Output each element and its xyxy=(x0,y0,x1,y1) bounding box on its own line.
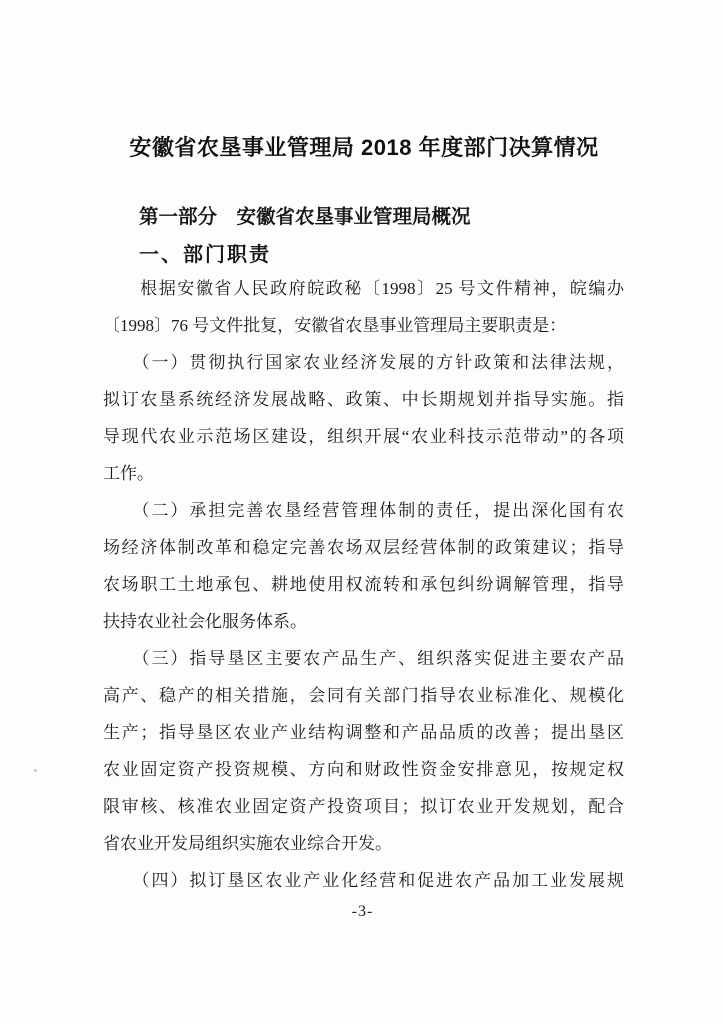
scan-speck-artifact xyxy=(34,769,37,772)
body-line: 场经济体制改革和稳定完善农场双层经营体制的政策建议；指导 xyxy=(103,538,624,557)
page-number: -3- xyxy=(351,903,374,920)
document-title: 安徽省农垦事业管理局 2018 年度部门决算情况 xyxy=(129,135,599,160)
body-line: 根据安徽省人民政府皖政秘〔1998〕25 号文件精神，皖编办 xyxy=(103,279,624,298)
body-line: 〔1998〕76 号文件批复，安徽省农垦事业管理局主要职责是： xyxy=(103,316,567,335)
body-line: （三）指导垦区主要农产品生产、组织落实促进主要农产品 xyxy=(103,649,624,668)
document-body xyxy=(103,270,624,899)
body-line: （四）拟订垦区农业产业化经营和促进农产品加工业发展规 xyxy=(103,871,624,890)
body-line: （二）承担完善农垦经营管理体制的责任，提出深化国有农 xyxy=(103,501,624,520)
body-line: 省农业开发局组织实施农业综合开发。 xyxy=(103,834,392,853)
body-line: 农场职工土地承包、耕地使用权流转和承包纠纷调解管理，指导 xyxy=(103,575,624,594)
body-line: 工作。 xyxy=(103,464,154,483)
section-heading-part-one: 第一部分 安徽省农垦事业管理局概况 xyxy=(139,206,471,228)
body-line: 拟订农垦系统经济发展战略、政策、中长期规划并指导实施。指 xyxy=(103,390,624,409)
body-line: 生产；指导垦区农业产业结构调整和产品品质的改善；提出垦区 xyxy=(103,723,624,742)
body-line: 限审核、核准农业固定资产投资项目；拟订农业开发规划，配合 xyxy=(103,797,624,816)
body-line: 导现代农业示范场区建设，组织开展“农业科技示范带动”的各项 xyxy=(103,427,624,446)
body-line: （一）贯彻执行国家农业经济发展的方针政策和法律法规， xyxy=(103,353,624,372)
subsection-heading-department-duties: 一、部门职责 xyxy=(139,244,271,266)
body-line: 农业固定资产投资规模、方向和财政性资金安排意见，按规定权 xyxy=(103,760,624,779)
body-line: 扶持农业社会化服务体系。 xyxy=(103,612,307,631)
body-line: 高产、稳产的相关措施，会同有关部门指导农业标准化、规模化 xyxy=(103,686,624,705)
